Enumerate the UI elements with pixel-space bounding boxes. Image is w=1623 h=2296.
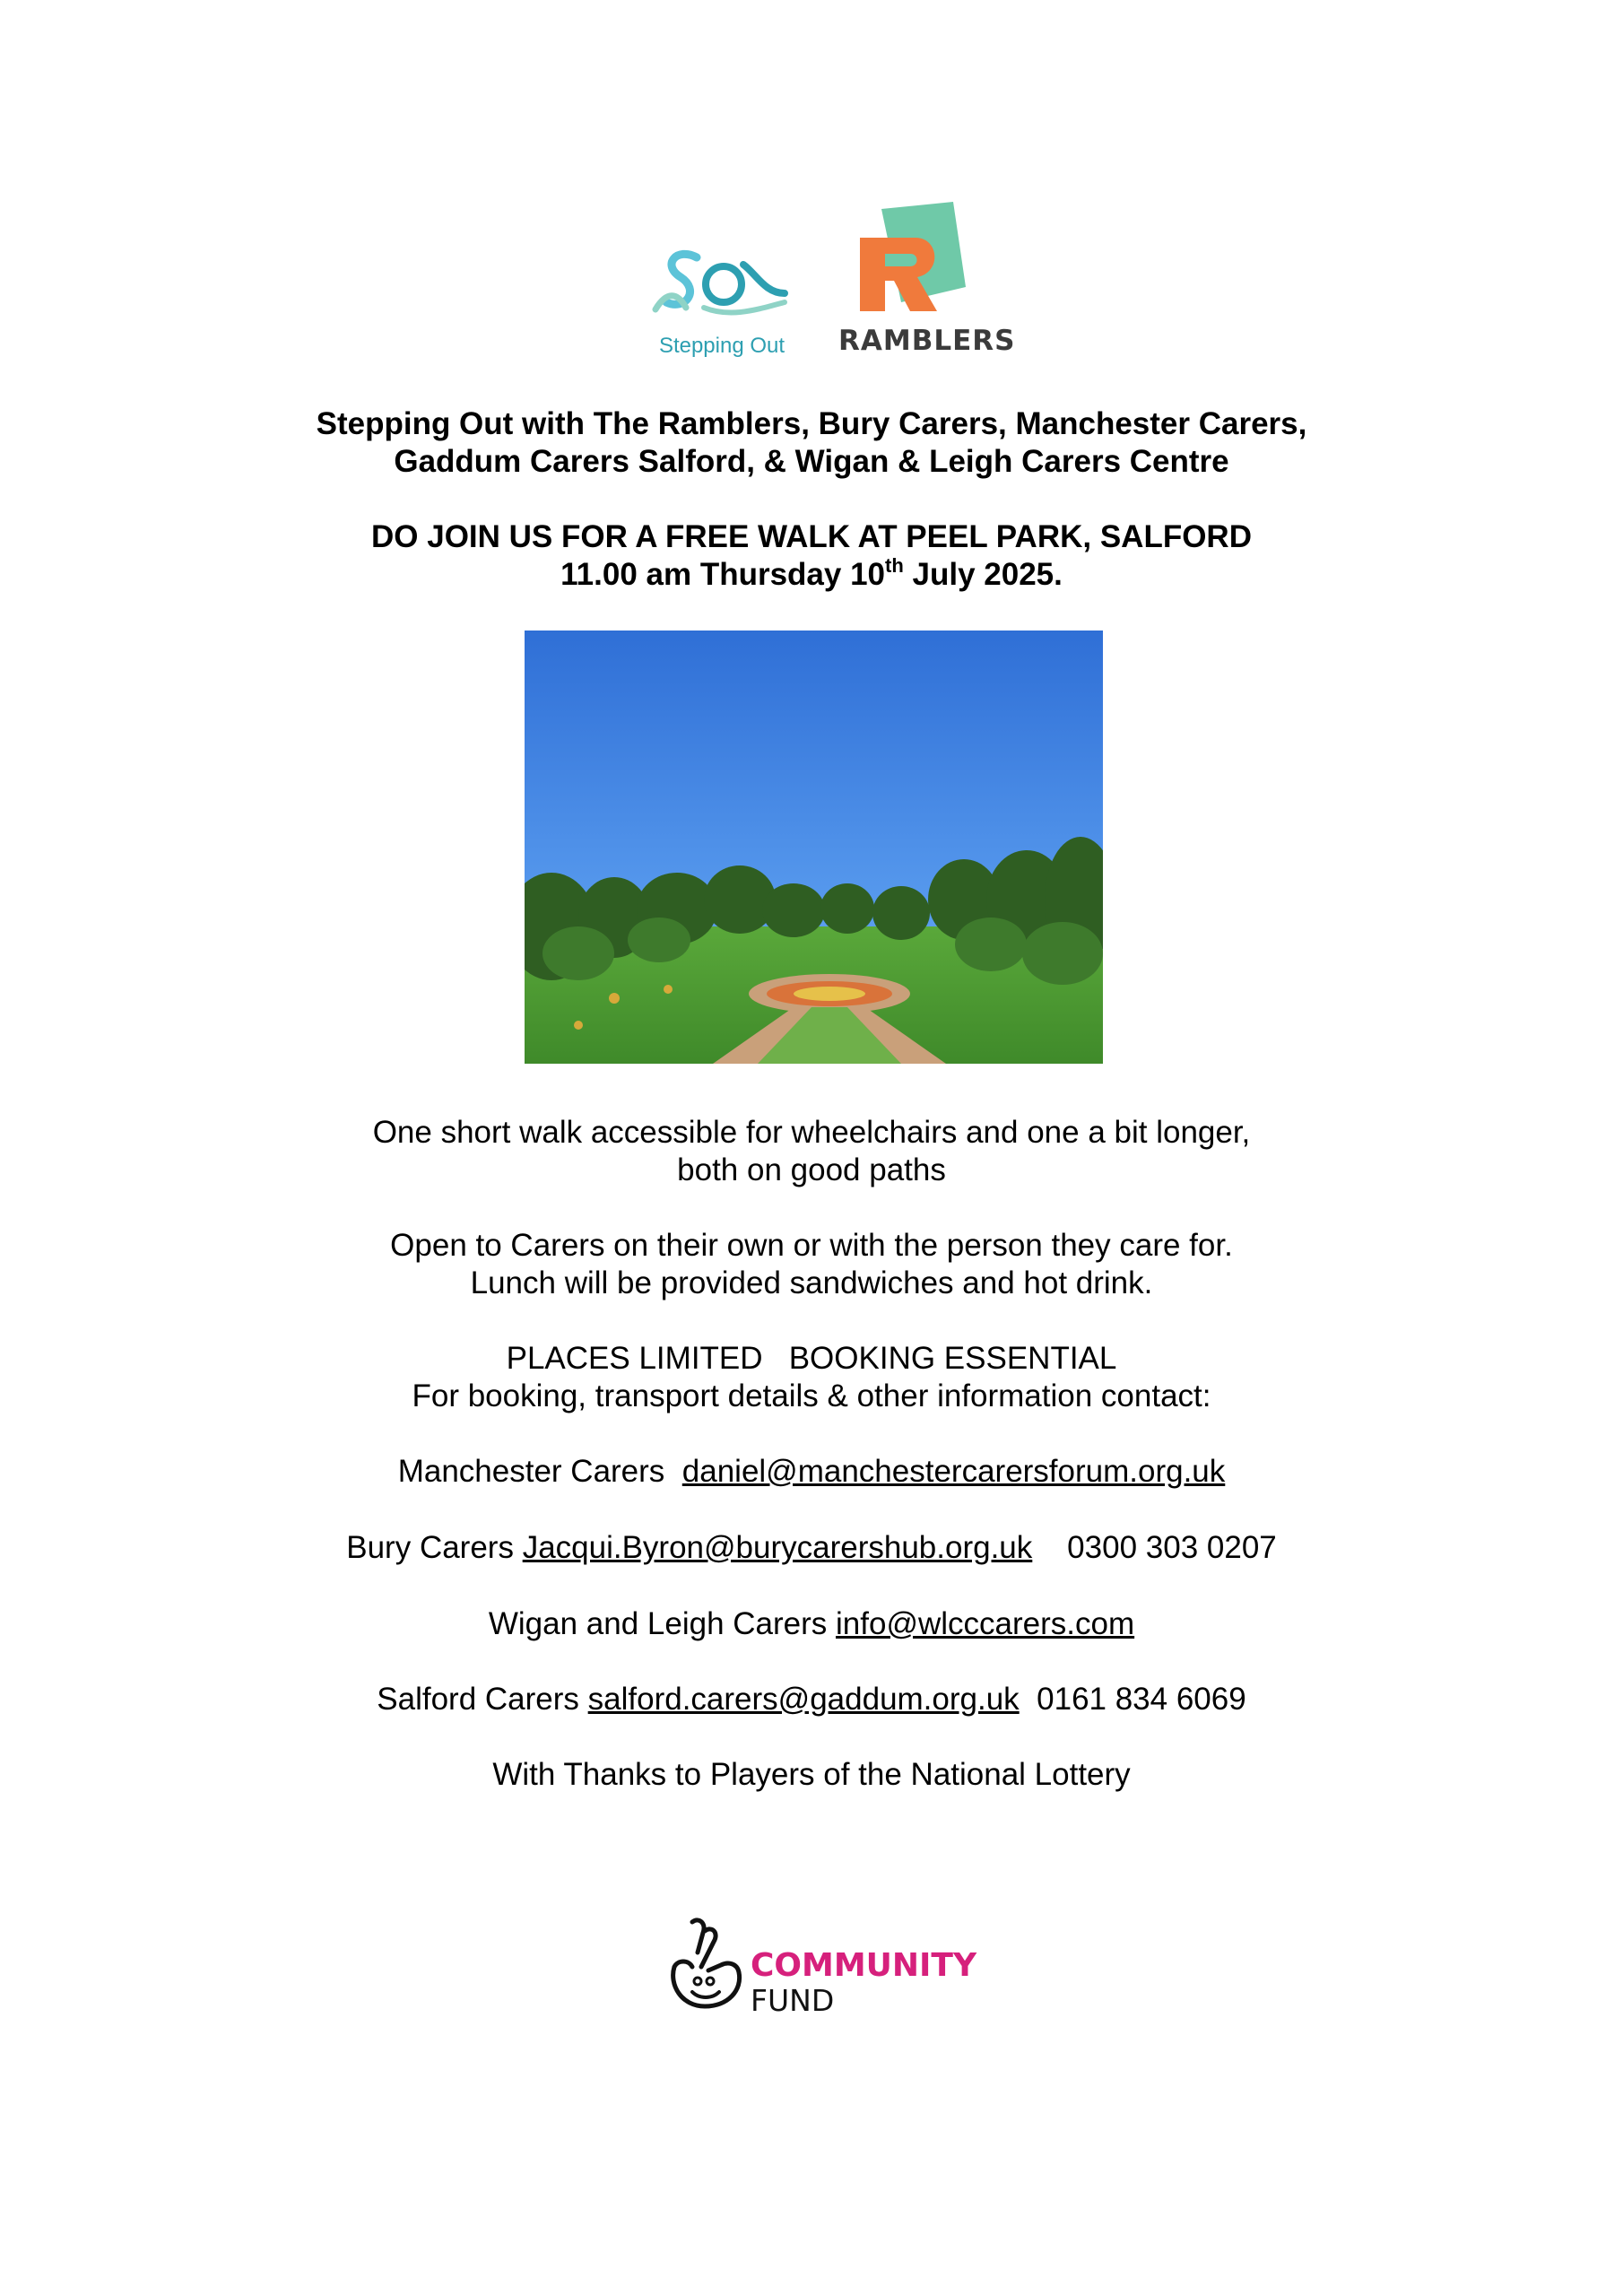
walk-info bbox=[0, 1114, 1623, 1189]
community-fund-line-2: FUND bbox=[751, 1983, 835, 2018]
contact-phone: 0161 834 6069 bbox=[1019, 1682, 1246, 1717]
event-date bbox=[0, 556, 1623, 594]
crossed-fingers-icon bbox=[665, 1913, 751, 2016]
event-heading bbox=[0, 405, 1623, 481]
peel-park-photo bbox=[525, 631, 1103, 1064]
contact-org: Bury Carers bbox=[346, 1530, 523, 1565]
contact-salford bbox=[0, 1681, 1623, 1718]
booking-line-1: PLACES LIMITED BOOKING ESSENTIAL bbox=[506, 1341, 1117, 1376]
contact-org: Salford Carers bbox=[377, 1682, 588, 1717]
ramblers-logo-text: RAMBLERS bbox=[838, 325, 1016, 357]
email-link[interactable]: salford.carers@gaddum.org.uk bbox=[587, 1682, 1020, 1717]
walk-info-line-1: One short walk accessible for wheelchairs and one a bit longer, bbox=[372, 1115, 1251, 1150]
walk-info-line-2: both on good paths bbox=[677, 1152, 946, 1187]
community-fund-logo bbox=[665, 1913, 977, 2021]
contact-wigan bbox=[0, 1605, 1623, 1643]
contact-manchester bbox=[0, 1453, 1623, 1491]
contact-org: Manchester Carers bbox=[397, 1454, 682, 1489]
invite-block bbox=[0, 518, 1623, 594]
thanks-line bbox=[0, 1756, 1623, 1794]
email-link[interactable]: daniel@manchestercarersforum.org.uk bbox=[681, 1454, 1226, 1489]
heading-line-1: Stepping Out with The Ramblers, Bury Carers, Manchester Carers, bbox=[316, 406, 1307, 441]
open-info-line-2: Lunch will be provided sandwiches and hot drink. bbox=[470, 1265, 1153, 1300]
booking-info bbox=[0, 1340, 1623, 1415]
stepping-out-logo bbox=[650, 238, 794, 358]
stepping-out-logo-text: Stepping Out bbox=[658, 334, 785, 358]
open-info bbox=[0, 1227, 1623, 1302]
community-fund-line-1: COMMUNITY bbox=[751, 1947, 977, 1984]
booking-line-2: For booking, transport details & other information contact: bbox=[412, 1378, 1211, 1413]
email-link[interactable]: Jacqui.Byron@burycarershub.org.uk bbox=[522, 1530, 1033, 1565]
invite-line: DO JOIN US FOR A FREE WALK AT PEEL PARK, SALFORD bbox=[371, 519, 1252, 554]
contact-phone: 0300 303 0207 bbox=[1032, 1530, 1277, 1565]
logo-row bbox=[0, 202, 1623, 363]
email-link[interactable]: info@wlcccarers.com bbox=[836, 1606, 1135, 1641]
contact-org: Wigan and Leigh Carers bbox=[488, 1606, 837, 1641]
contact-bury bbox=[0, 1529, 1623, 1567]
thanks-text: With Thanks to Players of the National Lottery bbox=[492, 1757, 1131, 1792]
open-info-line-1: Open to Carers on their own or with the person they care for. bbox=[390, 1228, 1233, 1263]
ramblers-logo bbox=[838, 202, 1016, 363]
date-suffix: July 2025. bbox=[903, 557, 1063, 592]
date-prefix: 11.00 am Thursday 10 bbox=[560, 557, 886, 592]
date-ordinal: th bbox=[885, 554, 904, 577]
heading-line-2: Gaddum Carers Salford, & Wigan & Leigh Carers Centre bbox=[394, 444, 1229, 479]
